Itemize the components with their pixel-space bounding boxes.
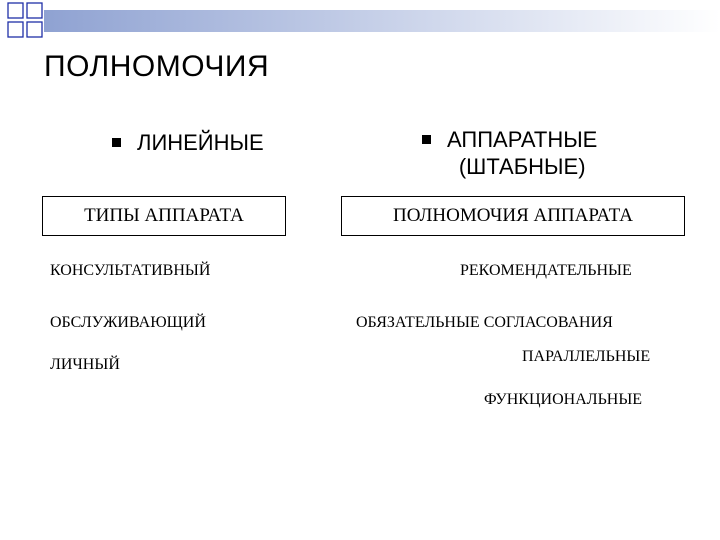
slide-title: ПОЛНОМОЧИЯ (44, 50, 270, 83)
square-bullet-icon (422, 135, 431, 144)
apparatus-types-box: ТИПЫ АППАРАТА (42, 196, 286, 236)
bullet-staff-label: АППАРАТНЫЕ (ШТАБНЫЕ) (447, 127, 598, 179)
bullet-linear (112, 129, 264, 156)
right-item-recommendatory: РЕКОМЕНДАТЕЛЬНЫЕ (460, 262, 632, 279)
apparatus-powers-box: ПОЛНОМОЧИЯ АППАРАТА (341, 196, 685, 236)
left-item-service: ОБСЛУЖИВАЮЩИЙ (50, 314, 206, 331)
bullet-staff (422, 126, 597, 180)
decorative-header (0, 0, 720, 48)
left-item-consultative: КОНСУЛЬТАТИВНЫЙ (50, 262, 211, 279)
square-bullet-icon (112, 138, 121, 147)
right-item-parallel: ПАРАЛЛЕЛЬНЫЕ (522, 348, 651, 365)
right-item-mandatory-approval: ОБЯЗАТЕЛЬНЫЕ СОГЛАСОВАНИЯ (356, 314, 613, 331)
left-item-personal: ЛИЧНЫЙ (50, 356, 120, 373)
bullet-linear-label: ЛИНЕЙНЫЕ (137, 130, 264, 155)
right-item-functional: ФУНКЦИОНАЛЬНЫЕ (484, 391, 643, 408)
